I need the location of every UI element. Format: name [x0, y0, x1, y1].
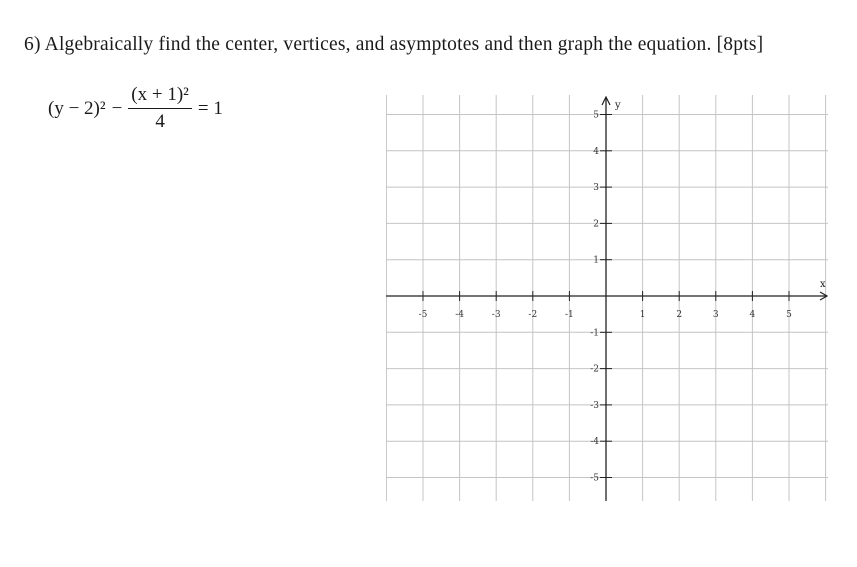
- equation-minus: −: [111, 97, 123, 119]
- x-tick-label: -1: [565, 310, 574, 320]
- y-tick-label: 1: [593, 255, 599, 266]
- y-tick-label: 5: [593, 110, 599, 121]
- question-text: [24, 34, 763, 56]
- fraction-numerator: (x + 1)²: [128, 84, 192, 109]
- y-tick-label: -1: [590, 328, 599, 339]
- question-body: Algebraically find the center, vertices, and asymptotes and then graph the equation.: [44, 34, 712, 55]
- y-tick-label: 2: [593, 219, 599, 230]
- x-tick-label: -3: [491, 310, 501, 320]
- x-tick-label: -2: [528, 310, 538, 320]
- x-tick-label: 5: [786, 310, 792, 320]
- y-tick-label: -2: [590, 364, 599, 375]
- y-axis-label: y: [615, 100, 621, 111]
- y-tick-label: -4: [590, 437, 599, 448]
- question-points: [8pts]: [716, 34, 764, 55]
- equation-left-term: (y − 2)²: [48, 97, 106, 119]
- hyperbola-equation: [48, 84, 223, 133]
- fraction-denominator: 4: [155, 111, 165, 132]
- y-tick-label: -5: [590, 473, 599, 484]
- equation-equals: = 1: [197, 97, 223, 119]
- question-number: 6): [24, 34, 41, 55]
- x-axis-label: x: [820, 279, 826, 290]
- x-tick-label: 2: [676, 310, 683, 320]
- y-tick-label: 3: [593, 183, 599, 194]
- x-tick-label: -5: [418, 310, 428, 320]
- x-tick-label: 3: [712, 310, 719, 320]
- coordinate-grid[interactable]: [386, 95, 828, 501]
- x-tick-label: 1: [639, 310, 646, 320]
- y-tick-label: -3: [590, 400, 599, 411]
- equation-fraction: [128, 84, 192, 133]
- x-tick-label: 4: [749, 310, 756, 320]
- y-tick-label: 4: [593, 146, 599, 157]
- x-tick-label: -4: [455, 310, 464, 320]
